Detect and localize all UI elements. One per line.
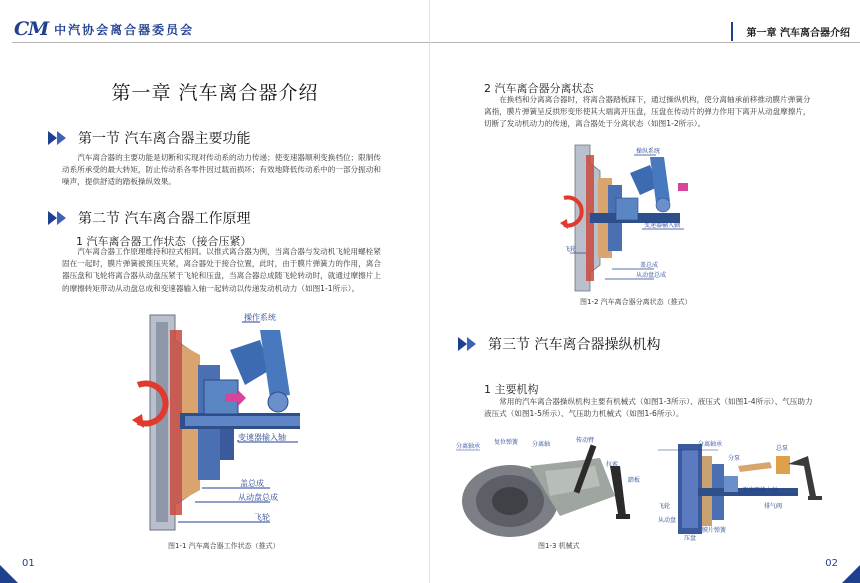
fig3-label-bearing: 分离轴承	[456, 443, 481, 450]
fig2-label-input-shaft: 变速器输入轴	[644, 222, 681, 229]
fig4-label-input-shaft: 变速器输入轴	[742, 487, 779, 494]
sub-3-title: 1 主要机构	[484, 383, 539, 396]
page-number-right: 02	[825, 558, 838, 569]
fig3-label-cable: 拉索	[606, 461, 619, 468]
figure-1-4-hydraulic	[658, 436, 828, 541]
fig2-label-flywheel: 飞轮	[564, 246, 577, 253]
sub-2-title: 2 汽车离合器分离状态	[484, 82, 594, 95]
fig2-label-operation: 操纵系统	[636, 148, 661, 155]
section-3-heading	[458, 334, 660, 354]
fig1-label-input-shaft: 变速器输入轴	[238, 433, 286, 442]
fig4-label-master: 总泵	[776, 445, 789, 452]
figure-1-1-caption: 图1-1 汽车离合器工作状态（推式）	[168, 542, 280, 550]
section-1-heading	[48, 128, 250, 148]
section-3-title: 第三节 汽车离合器操纵机构	[488, 337, 661, 353]
fig4-label-slave: 分泵	[728, 455, 741, 462]
section-2-title: 第二节 汽车离合器工作原理	[78, 211, 251, 227]
chapter-tab-label: 第一章 汽车离合器介绍	[746, 28, 850, 39]
fig2-label-disc: 从动盘总成	[636, 272, 667, 279]
sub-3-body: 常用的汽车离合器操纵机构主要有机械式（如图1-3所示）、液压式（如图1-4所示）、气压助力液压式（如图1-5所示）、气压助力机械式（如图1-6所示）。	[484, 397, 813, 419]
fig3-label-spring: 复位弹簧	[494, 439, 519, 446]
sub-1-title: 1 汽车离合器工作状态（接合压紧）	[76, 235, 252, 248]
fig4-label-diaphragm: 膜片弹簧	[702, 527, 727, 534]
figure-1-2-clutch-disengaged	[550, 143, 690, 293]
fig4-label-disc: 从动盘	[658, 517, 677, 524]
fig1-label-disc: 从动盘总成	[238, 493, 278, 502]
page-number-left: 01	[22, 558, 35, 569]
fig3-label-shaft: 分离轴	[532, 441, 551, 448]
fig2-label-cover: 盖总成	[640, 262, 659, 269]
figure-1-3-mechanical	[450, 436, 650, 541]
right-page	[430, 0, 860, 583]
fig1-label-cover: 盖总成	[240, 479, 264, 488]
figure-1-1-clutch-engaged	[120, 310, 310, 535]
chevron-icon	[458, 337, 480, 351]
chevron-icon	[48, 131, 70, 145]
header-rule-right	[430, 42, 860, 43]
section-2-heading	[48, 208, 250, 228]
sub-1-body: 汽车离合器工作原理维持和拉式相同。以推式离合器为例，当离合器与发动机飞轮用螺栓紧固在一起时，膜片弹簧被预压夹紧，离合器处于接合位置，此时，由于膜片弹簧力的作用，离合器压盘和飞轮将离合器从动盘压紧于飞轮和压盘，当离合器总成随飞轮转动时，就通过摩擦片上的摩擦转矩带动从动盘总成和变速器输入轴一起转动以传递发动机动力（如图1-1所示）。	[62, 247, 381, 293]
fig4-label-pressure-plate: 压盘	[684, 535, 697, 541]
logo-mark: CM	[14, 18, 49, 40]
sub-2-body: 在换档和分离离合器时，将离合器踏板踩下，通过操纵机构，使分离轴承前移推动膜片弹簧分离指，膜片弹簧呈反拱形变形使其大端离开压盘，压盘在传动片的弹力作用下离开从动盘摩擦片，切断了发动机动力的传递，离合器处于分离状态（如图1-2所示）。	[484, 95, 811, 129]
fig3-label-pedal: 踏板	[628, 477, 641, 484]
section-1-title: 第一节 汽车离合器主要功能	[78, 131, 251, 147]
org-name: 中汽协会离合器委员会	[54, 22, 195, 37]
logo	[14, 18, 194, 40]
fig3-label-arm: 传动臂	[576, 437, 595, 444]
chapter-title: 第一章 汽车离合器介绍	[111, 82, 319, 104]
page-corner-left	[0, 565, 18, 583]
figure-1-2-caption: 图1-2 汽车离合器分离状态（推式）	[580, 298, 692, 306]
fig4-label-bleed: 排气阀	[764, 503, 783, 510]
fig4-label-bearing: 分离轴承	[698, 441, 723, 448]
chevron-icon	[48, 211, 70, 225]
chapter-tab	[731, 22, 860, 41]
section-1-body: 汽车离合器的主要功能是切断和实现对传动系的动力传递；使变速器顺利变换档位；限制传动系所承受的最大转矩，防止传动系各零件因过载而损坏；有效地降低传动系中的一部分振动和噪声，提供舒适的踏板操纵效果。	[62, 153, 381, 187]
fig4-label-flywheel: 飞轮	[658, 503, 671, 510]
fig1-label-flywheel: 飞轮	[254, 513, 270, 522]
fig1-label-operation: 操作系统	[244, 313, 276, 322]
header-rule-left	[12, 42, 430, 43]
page-corner-right	[842, 565, 860, 583]
figure-1-3-caption: 图1-3 机械式	[538, 542, 580, 550]
